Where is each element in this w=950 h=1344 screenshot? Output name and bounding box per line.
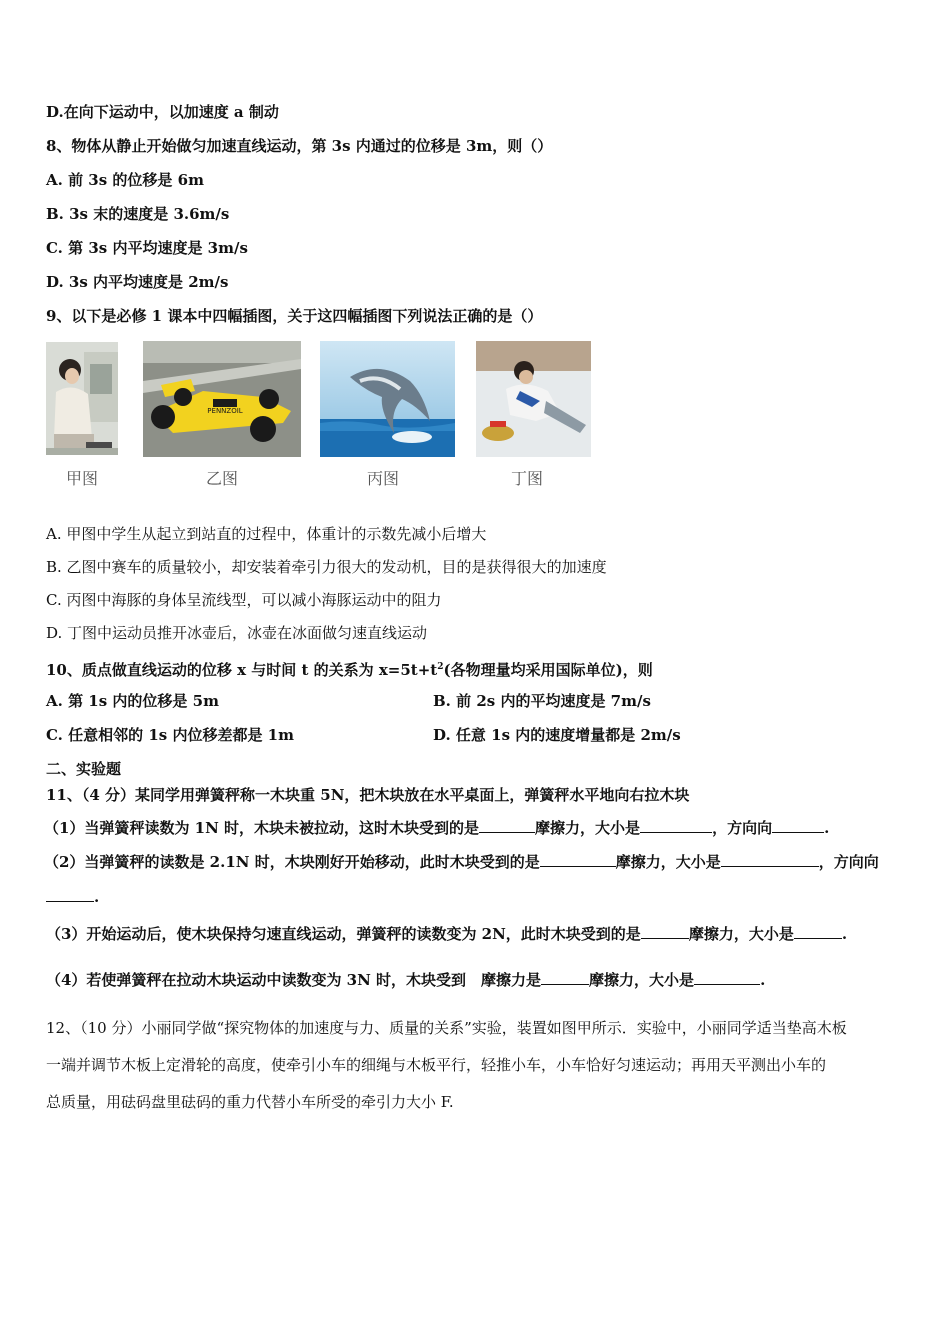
q11-part2-blank-size[interactable] (721, 852, 819, 867)
q8-option-b: B. 3s 末的速度是 3.6m/s (46, 205, 230, 223)
q11-part4-text-b: 摩擦力，大小是 (589, 971, 695, 989)
q11-part1-text-b: 摩擦力，大小是 (535, 819, 641, 837)
q12-line1: 12、（10 分）小丽同学做“探究物体的加速度与力、质量的关系”实验，装置如图甲所示．实验中，小丽同学适当垫高木板 (46, 1019, 847, 1037)
q11-part1-blank-direction[interactable] (772, 818, 824, 833)
q11-part3-text-b: 摩擦力，大小是 (688, 925, 794, 943)
q9-option-b: B. 乙图中赛车的质量较小，却安装着牵引力很大的发动机，目的是获得很大的加速度 (46, 558, 607, 576)
q11-part2-text-d: . (94, 888, 100, 906)
q11-part4-text-a: （4）若使弹簧秤在拉动木块运动中读数变为 3N 时，木块受到 摩擦力是 (46, 971, 542, 989)
q10-stem-superscript: 2 (437, 662, 444, 672)
q11-part1-text-a: （1）当弹簧秤读数为 1N 时，木块未被拉动，这时木块受到的是 (44, 819, 480, 837)
q11-part2-blank-type[interactable] (540, 852, 616, 867)
q10-option-b: B. 前 2s 内的平均速度是 7m/s (433, 692, 651, 710)
figure-caption-ding: 丁图 (511, 469, 544, 488)
q11-part4-blank-size[interactable] (694, 970, 760, 985)
q8-option-c: C. 第 3s 内平均速度是 3m/s (46, 239, 248, 257)
q11-part3 (46, 924, 847, 944)
q9-option-a: A. 甲图中学生从起立到站直的过程中，体重计的示数先减小后增大 (46, 525, 487, 543)
q9-stem: 9、以下是必修 1 课本中四幅插图，关于这四幅插图下列说法正确的是（） (46, 307, 543, 325)
q11-part3-blank-size[interactable] (794, 924, 842, 939)
q8-option-a: A. 前 3s 的位移是 6m (46, 171, 204, 189)
q8-stem: 8、物体从静止开始做匀加速直线运动，第 3s 内通过的位移是 3m，则（） (46, 137, 553, 155)
q10-option-d: D. 任意 1s 内的速度增量都是 2m/s (433, 726, 681, 744)
q9-option-d: D. 丁图中运动员推开冰壶后，冰壶在冰面做匀速直线运动 (46, 624, 428, 642)
figure-caption-yi: 乙图 (206, 469, 239, 488)
q10-stem-part2: (各物理量均采用国际单位)，则 (443, 661, 653, 679)
q10-stem (46, 657, 653, 680)
q11-part2-text-b: 摩擦力，大小是 (615, 853, 721, 871)
q9-option-c: C. 丙图中海豚的身体呈流线型，可以减小海豚运动中的阻力 (46, 591, 442, 609)
q12-line2: 一端并调节木板上定滑轮的高度，使牵引小车的细绳与木板平行，轻推小车，小车恰好匀速运动；再用天平测出小车的 (46, 1056, 827, 1074)
q11-part1-text-c: ，方向向 (712, 819, 773, 837)
q11-part1-text-d: . (824, 819, 830, 837)
q11-part2-cont (46, 887, 99, 907)
q12-line3: 总质量，用砝码盘里砝码的重力代替小车所受的牵引力大小 F. (46, 1093, 454, 1111)
q11-part2-blank-direction[interactable] (46, 887, 94, 902)
section-title-experiment: 二、实验题 (46, 760, 122, 778)
q11-part1-blank-size[interactable] (640, 818, 712, 833)
q11-part4-text-c: . (760, 971, 766, 989)
q10-option-c: C. 任意相邻的 1s 内位移差都是 1m (46, 726, 294, 744)
figure-caption-bing: 丙图 (367, 469, 400, 488)
q7-option-d: D.在向下运动中，以加速度 a 制动 (46, 103, 279, 121)
q11-part3-text-a: （3）开始运动后，使木块保持匀速直线运动，弹簧秤的读数变为 2N，此时木块受到的是 (46, 925, 641, 943)
q10-option-a: A. 第 1s 内的位移是 5m (46, 692, 219, 710)
figure-bing-dolphin (320, 341, 455, 457)
figure-jia-student-scale (46, 342, 118, 455)
q11-part1 (44, 818, 829, 838)
q11-part4 (46, 970, 765, 990)
q8-option-d: D. 3s 内平均速度是 2m/s (46, 273, 229, 291)
q10-stem-part1: 10、质点做直线运动的位移 x 与时间 t 的关系为 x=5t+t (46, 661, 438, 679)
svg-text:PENNZOIL: PENNZOIL (207, 407, 243, 415)
q11-part1-blank-type[interactable] (479, 818, 535, 833)
q11-part2 (44, 852, 879, 872)
q11-part2-text-c: ，方向向 (818, 853, 879, 871)
q11-part3-blank-type[interactable] (641, 924, 689, 939)
q11-part3-text-c: . (841, 925, 848, 943)
q11-part2-text-a: （2）当弹簧秤的读数是 2.1N 时，木块刚好开始移动，此时木块受到的是 (44, 853, 540, 871)
figure-caption-jia: 甲图 (66, 469, 99, 488)
q11-part4-blank-type[interactable] (541, 970, 589, 985)
q11-stem: 11、（4 分）某同学用弹簧秤称一木块重 5N，把木块放在水平桌面上，弹簧秤水平地向右拉木块 (46, 786, 690, 804)
figure-yi-race-car (143, 341, 301, 457)
figure-ding-curling (476, 341, 591, 457)
